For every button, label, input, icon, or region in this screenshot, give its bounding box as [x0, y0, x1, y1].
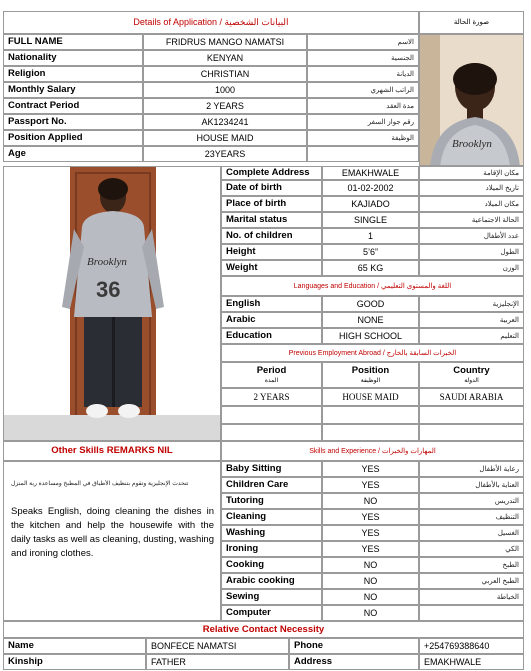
other-skills-title-text: Other Skills REMARKS NIL: [51, 445, 173, 457]
employment-empty-cell: [322, 424, 419, 441]
relative-kinship-value-text: FATHER: [151, 656, 186, 667]
employment-position-text: HOUSE MAID: [342, 391, 399, 402]
skill-value-text: YES: [361, 479, 380, 490]
details-ar-text: مكان الإقامة: [483, 169, 519, 177]
skill-ar: [419, 493, 524, 509]
skill-value-text: YES: [361, 511, 380, 522]
skill-label: [221, 461, 322, 477]
personal-ar: [307, 146, 419, 162]
details-value: [322, 212, 419, 228]
personal-label: [3, 82, 143, 98]
personal-label: [3, 98, 143, 114]
employment-col-country-label: Country: [453, 365, 490, 377]
details-value: [322, 180, 419, 196]
relative-address-label-text: Address: [294, 656, 333, 668]
personal-label: [3, 66, 143, 82]
personal-ar-text: الديانة: [396, 70, 414, 78]
skill-value: [322, 461, 419, 477]
details-ar-text: تاريخ الميلاد: [485, 184, 519, 192]
employment-col-period: [221, 362, 322, 388]
skill-value: [322, 509, 419, 525]
personal-value-text: 23YEARS: [204, 148, 246, 159]
language-ar-text: العربية: [499, 316, 519, 324]
details-value-text: 01-02-2002: [347, 182, 394, 193]
skill-value: [322, 477, 419, 493]
personal-label: [3, 34, 143, 50]
skill-label: [221, 541, 322, 557]
svg-text:36: 36: [96, 277, 121, 302]
relative-phone-value-text: +254769388640: [424, 640, 490, 651]
employment-period-value: [221, 388, 322, 406]
personal-ar-text: الوظيفة: [391, 134, 414, 142]
personal-ar: [307, 66, 419, 82]
skill-value-text: NO: [363, 607, 378, 618]
details-value-text: SINGLE: [353, 214, 387, 225]
personal-label-text: Monthly Salary: [8, 84, 76, 96]
details-label-text: Place of birth: [226, 198, 287, 210]
application-title: Details of Application / البيانات الشخصية: [133, 17, 289, 27]
skill-ar: [419, 541, 524, 557]
skill-ar-text: التنظيف: [495, 513, 519, 521]
skill-value-text: NO: [363, 495, 378, 506]
skill-label: [221, 605, 322, 621]
details-value: [322, 244, 419, 260]
details-label: [221, 166, 322, 180]
skill-label-text: Arabic cooking: [226, 575, 295, 587]
language-label-text: English: [226, 298, 261, 310]
employment-col-position-ar: الوظيفة: [360, 377, 381, 384]
relative-phone-label: [289, 638, 419, 654]
details-label: [221, 212, 322, 228]
personal-label-text: Position Applied: [8, 132, 83, 144]
details-label: [221, 228, 322, 244]
personal-ar-text: مدة العقد: [386, 102, 414, 110]
relative-phone-label-text: Phone: [294, 640, 324, 652]
skill-value-text: YES: [361, 527, 380, 538]
relative-name-label: [3, 638, 146, 654]
details-label-text: No. of children: [226, 230, 293, 242]
language-value: [322, 312, 419, 328]
details-ar: [419, 166, 524, 180]
personal-ar-text: الجنسية: [391, 54, 414, 62]
personal-value-text: AK1234241: [201, 116, 249, 127]
personal-ar: [307, 34, 419, 50]
relative-address-label: [289, 654, 419, 670]
personal-value: [143, 146, 307, 162]
personal-label-text: Passport No.: [8, 116, 67, 128]
personal-ar: [307, 82, 419, 98]
personal-value: [143, 130, 307, 146]
skill-label: [221, 509, 322, 525]
skill-label: [221, 525, 322, 541]
skill-label-text: Washing: [226, 527, 266, 539]
details-ar: [419, 196, 524, 212]
skill-ar: [419, 557, 524, 573]
languages-title: [221, 276, 524, 296]
skill-ar: [419, 461, 524, 477]
personal-value: [143, 50, 307, 66]
employment-period-text: 2 YEARS: [253, 391, 290, 402]
language-label-text: Education: [226, 330, 272, 342]
skill-label-text: Ironing: [226, 543, 259, 555]
language-ar-text: الإنجليزية: [492, 300, 519, 308]
personal-label-text: Religion: [8, 68, 46, 80]
personal-value-text: HOUSE MAID: [196, 132, 254, 143]
employment-position-value: [322, 388, 419, 406]
details-ar: [419, 228, 524, 244]
language-ar: [419, 328, 524, 344]
details-value: [322, 228, 419, 244]
details-ar-text: مكان الميلاد: [484, 200, 519, 208]
skill-value: [322, 605, 419, 621]
head-photo: [419, 34, 524, 166]
details-value: [322, 260, 419, 276]
personal-value: [143, 66, 307, 82]
skill-value: [322, 573, 419, 589]
skill-label: [221, 477, 322, 493]
skills-title: [221, 441, 524, 461]
skill-ar-text: الخياطة: [496, 593, 519, 601]
employment-country-value: [419, 388, 524, 406]
skill-ar-text: الكي: [505, 545, 519, 553]
languages-title-text: Languages and Education / اللغة والمستوى التعليمي: [293, 282, 452, 290]
skill-label: [221, 573, 322, 589]
skill-ar: [419, 589, 524, 605]
application-header: [3, 11, 419, 34]
personal-label-text: Nationality: [8, 52, 57, 64]
details-label-text: Height: [226, 246, 256, 258]
personal-ar: [307, 50, 419, 66]
language-ar: [419, 312, 524, 328]
skill-value-text: YES: [361, 463, 380, 474]
personal-value-text: FRIDRUS MANGO NAMATSI: [165, 36, 285, 47]
personal-label: [3, 130, 143, 146]
skill-value: [322, 525, 419, 541]
other-skills-ar-note: تتحدث الإنجليزية وتقوم بتنظيف الأطباق في المطبخ ومساعدة ربة المنزل: [11, 481, 189, 487]
employment-empty-cell: [419, 406, 524, 424]
language-ar: [419, 296, 524, 312]
employment-title-text: Previous Employment Abroad / الخبرات السابقة بالخارج: [288, 349, 457, 357]
relative-name-value: [146, 638, 289, 654]
language-value-text: HIGH SCHOOL: [338, 330, 402, 341]
skill-ar-text: الطبخ العربي: [481, 577, 519, 585]
details-label-text: Date of birth: [226, 182, 282, 194]
language-value: [322, 296, 419, 312]
personal-value: [143, 98, 307, 114]
skill-ar: [419, 573, 524, 589]
employment-empty-cell: [221, 406, 322, 424]
skill-ar: [419, 509, 524, 525]
skill-label-text: Cooking: [226, 559, 264, 571]
skill-ar-text: الطبخ: [502, 561, 519, 569]
details-label: [221, 244, 322, 260]
relative-name-value-text: BONFECE NAMATSI: [151, 640, 237, 651]
employment-col-period-label: Period: [256, 365, 287, 377]
personal-label: [3, 50, 143, 66]
relative-kinship-label: [3, 654, 146, 670]
relative-kinship-value: [146, 654, 289, 670]
personal-ar: [307, 98, 419, 114]
skill-value-text: NO: [363, 591, 378, 602]
skill-label-text: Tutoring: [226, 495, 264, 507]
details-ar: [419, 244, 524, 260]
skill-ar-text: العناية بالأطفال: [475, 481, 519, 489]
body-photo: [3, 166, 221, 441]
personal-value-text: CHRISTIAN: [200, 68, 250, 79]
other-skills-box: [3, 461, 221, 621]
employment-col-period-ar: المدة: [264, 377, 279, 384]
skill-ar: [419, 605, 524, 621]
personal-value: [143, 82, 307, 98]
skill-value: [322, 557, 419, 573]
skill-label: [221, 589, 322, 605]
other-skills-text: Speaks English, doing cleaning the dishes in the kitchen and help the housewife with the daily tasks as well as cleaning, dusting, washing and ironing clothes.: [11, 506, 214, 559]
relative-name-label-text: Name: [8, 640, 34, 652]
language-label: [221, 328, 322, 344]
personal-label-text: Age: [8, 148, 26, 160]
relative-title-text: Relative Contact Necessity: [202, 623, 325, 635]
personal-ar-text: رقم جواز السفر: [367, 118, 414, 126]
employment-col-country: [419, 362, 524, 388]
skill-ar-text: الغسيل: [497, 529, 519, 537]
photo-header-ar-text: صورة الحالة: [453, 19, 490, 26]
relative-kinship-label-text: Kinship: [8, 656, 43, 668]
language-label-text: Arabic: [226, 314, 256, 326]
details-label: [221, 196, 322, 212]
language-value-text: GOOD: [356, 298, 385, 309]
details-label: [221, 260, 322, 276]
personal-ar-text: الراتب الشهري: [370, 86, 414, 94]
language-ar-text: التعليم: [500, 332, 519, 340]
photo-header-ar: [419, 11, 524, 34]
personal-value: [143, 114, 307, 130]
employment-col-country-ar: الدولة: [464, 377, 479, 384]
skill-label-text: Computer: [226, 607, 271, 619]
personal-ar: [307, 114, 419, 130]
skill-label-text: Cleaning: [226, 511, 267, 523]
details-ar-text: الوزن: [502, 264, 519, 272]
personal-value: [143, 34, 307, 50]
details-ar-text: عدد الأطفال: [483, 232, 519, 240]
details-value: [322, 166, 419, 180]
skill-ar: [419, 525, 524, 541]
relative-address-value-text: EMAKHWALE: [424, 656, 482, 667]
skill-ar: [419, 477, 524, 493]
employment-col-position: [322, 362, 419, 388]
personal-label-text: FULL NAME: [8, 36, 63, 48]
skill-ar-text: التدريس: [494, 497, 519, 505]
relative-title: [3, 621, 524, 638]
details-value-text: 65 KG: [357, 262, 384, 273]
employment-country-text: SAUDI ARABIA: [439, 391, 504, 402]
skill-label: [221, 493, 322, 509]
skill-label-text: Children Care: [226, 479, 289, 491]
skill-value-text: NO: [363, 559, 378, 570]
employment-empty-cell: [419, 424, 524, 441]
personal-label: [3, 146, 143, 162]
employment-empty-cell: [221, 424, 322, 441]
language-value: [322, 328, 419, 344]
skill-value: [322, 589, 419, 605]
details-ar: [419, 180, 524, 196]
other-skills-title: [3, 441, 221, 461]
employment-col-position-label: Position: [351, 365, 390, 377]
details-ar: [419, 260, 524, 276]
language-label: [221, 312, 322, 328]
skills-title-text: Skills and Experience / المهارات والخبرات: [309, 447, 436, 455]
details-label-text: Marital status: [226, 214, 288, 226]
details-ar-text: الطول: [500, 248, 519, 256]
personal-ar-text: الاسم: [397, 38, 414, 46]
employment-empty-cell: [322, 406, 419, 424]
skill-label-text: Sewing: [226, 591, 260, 603]
details-value: [322, 196, 419, 212]
personal-value-text: 2 YEARS: [206, 100, 244, 111]
details-value-text: KAJIADO: [351, 198, 390, 209]
skill-ar-text: رعاية الأطفال: [479, 465, 519, 473]
skill-label-text: Baby Sitting: [226, 463, 282, 475]
svg-text:Brooklyn: Brooklyn: [87, 256, 127, 268]
personal-value-text: 1000: [214, 84, 236, 95]
skill-value-text: YES: [361, 543, 380, 554]
skill-value: [322, 541, 419, 557]
svg-text:Brooklyn: Brooklyn: [452, 138, 492, 150]
details-ar: [419, 212, 524, 228]
details-label-text: Complete Address: [226, 167, 310, 179]
personal-label: [3, 114, 143, 130]
personal-label-text: Contract Period: [8, 100, 80, 112]
details-label: [221, 180, 322, 196]
relative-phone-value: [419, 638, 524, 654]
details-ar-text: الحالة الاجتماعية: [471, 216, 519, 224]
details-value-text: EMAKHWALE: [341, 167, 400, 178]
language-label: [221, 296, 322, 312]
skill-label: [221, 557, 322, 573]
details-label-text: Weight: [226, 262, 258, 274]
details-value-text: 5’6”: [362, 246, 378, 257]
details-value-text: 1: [367, 230, 373, 241]
personal-value-text: KENYAN: [206, 52, 244, 63]
relative-address-value: [419, 654, 524, 670]
employment-title: [221, 344, 524, 362]
personal-ar: [307, 130, 419, 146]
skill-value: [322, 493, 419, 509]
skill-value-text: NO: [363, 575, 378, 586]
language-value-text: NONE: [357, 314, 384, 325]
